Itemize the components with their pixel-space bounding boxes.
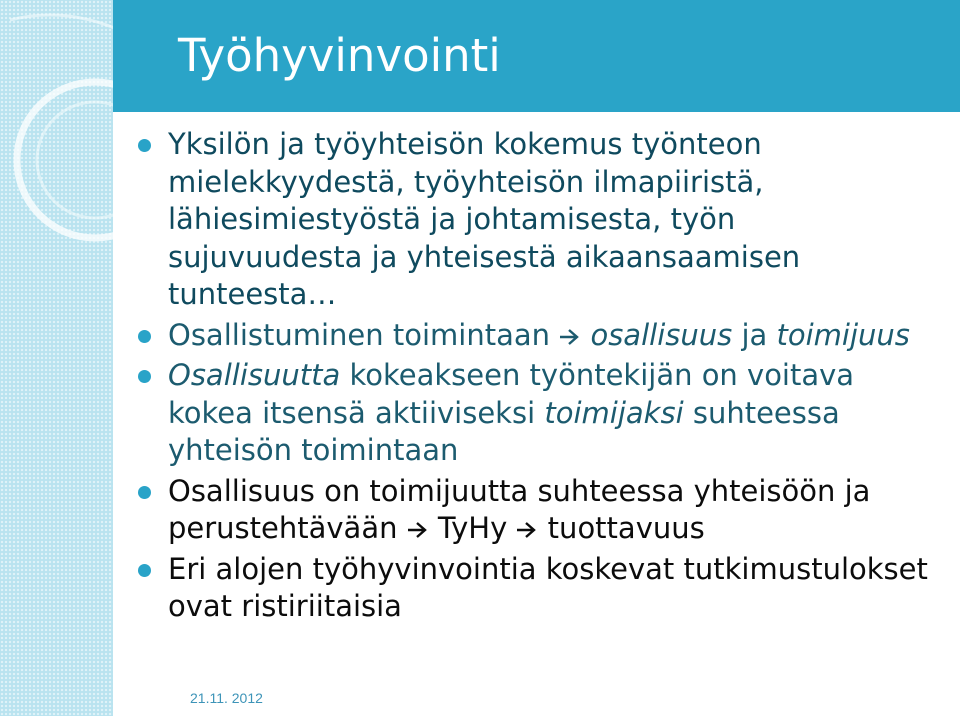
bullet-dot	[138, 330, 151, 343]
arrow-right-icon	[516, 520, 538, 540]
bullet-list	[168, 126, 928, 629]
bullet-dot	[138, 564, 151, 577]
bullet-text: Osallisuus on toimijuutta suhteessa yhteisöön ja perustehtävään	[168, 473, 871, 545]
bullet-text: Osallistuminen toimintaan	[168, 317, 560, 352]
emphasized-term: toimijuus	[776, 317, 910, 352]
bullet-3	[168, 357, 928, 470]
footer-date: 21.11. 2012	[190, 690, 263, 706]
emphasized-term: osallisuus	[590, 317, 733, 352]
bullet-dot	[138, 486, 151, 499]
arrow-right-icon	[407, 520, 429, 540]
bullet-text: Yksilön ja työyhteisön kokemus työnteon mielekkyydestä, työyhteisön ilmapiiristä, lähiesimiestyöstä ja johtamisesta, työn sujuvuudesta ja yhteisestä aikaansaamisen tunteesta…	[168, 127, 801, 311]
bullet-1	[168, 126, 928, 314]
bullet-text: suhteessa yhteisön toimintaan	[168, 395, 840, 467]
bullet-2: Osallistuminen toimintaan osallisuus ja toimijuus	[168, 317, 928, 355]
bullet-text: kokeakseen työntekijän on voitava kokea itsensä aktiiviseksi	[168, 358, 855, 430]
emphasized-term: toimijaksi	[544, 395, 684, 430]
bullet-dot	[138, 370, 151, 383]
bullet-dot	[138, 139, 151, 152]
slide-title: Työhyvinvointi	[178, 29, 501, 82]
emphasized-term: Osallisuutta	[168, 358, 341, 392]
bullet-5	[168, 551, 928, 626]
bullet-4: Osallisuus on toimijuutta suhteessa yhteisöön ja perustehtävään TyHy tuottavuus	[168, 473, 928, 548]
arrow-right-icon	[559, 327, 581, 347]
bullet-text: Eri alojen työhyvinvointia koskevat tutkimustulokset ovat ristiriitaisia	[168, 551, 928, 623]
